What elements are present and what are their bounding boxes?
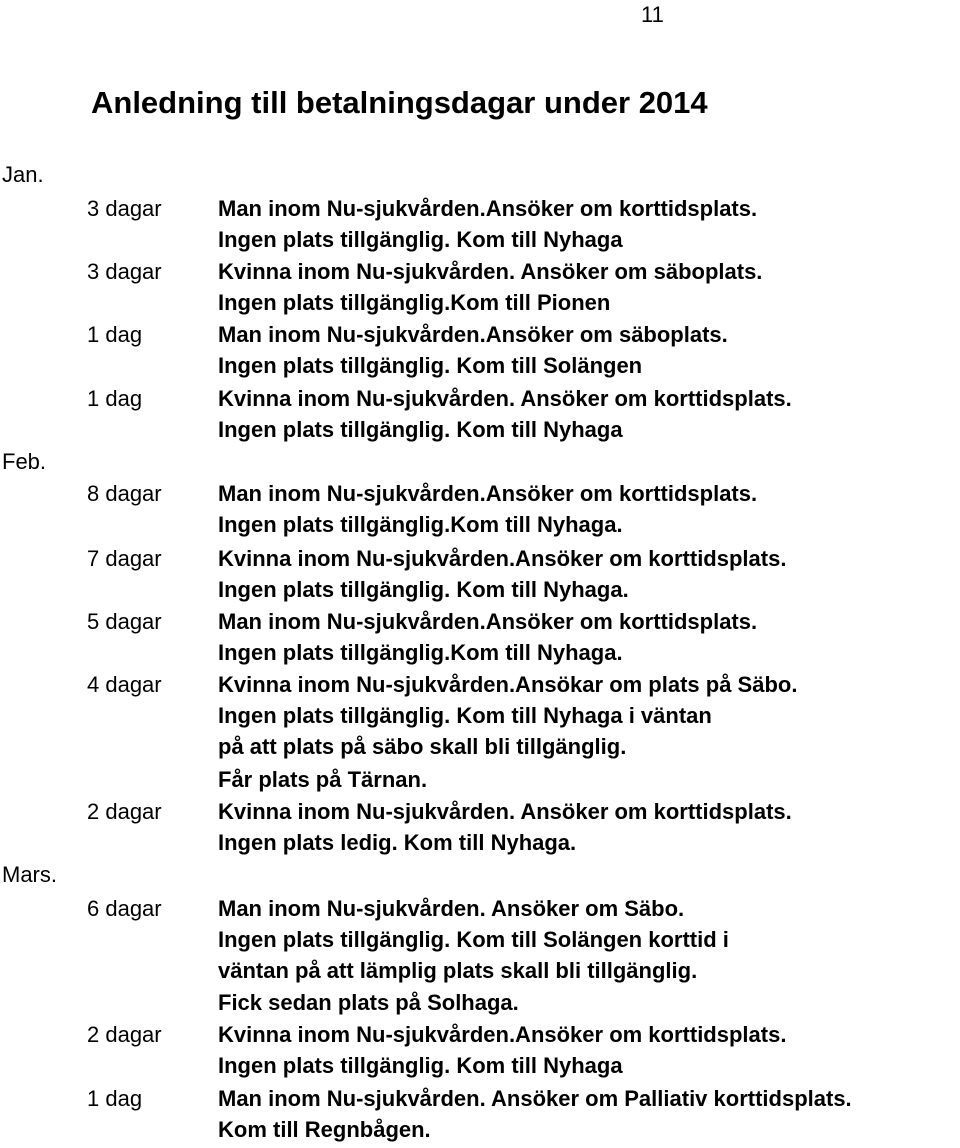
page-number: 11	[641, 2, 664, 27]
entry-text: Kvinna inom Nu-sjukvården.Ansökar om plats på Säbo.	[218, 672, 798, 697]
month-label-feb: Feb.	[2, 449, 47, 474]
entry-text: väntan på att lämplig plats skall bli tillgänglig.	[218, 958, 698, 983]
entry-text: Får plats på Tärnan.	[218, 767, 428, 792]
entry-text: Ingen plats tillgänglig.Kom till Nyhaga.	[218, 640, 623, 665]
entry-days: 7 dagar	[87, 546, 162, 571]
entry-days: 2 dagar	[87, 1022, 162, 1047]
entry-text: Ingen plats tillgänglig.Kom till Nyhaga.	[218, 512, 623, 537]
entry-text: på att plats på säbo skall bli tillgänglig.	[218, 734, 627, 759]
entry-days: 3 dagar	[87, 196, 162, 221]
entry-days: 3 dagar	[87, 259, 162, 284]
entry-text: Ingen plats tillgänglig. Kom till Nyhaga i väntan	[218, 703, 712, 728]
entry-text: Kom till Regnbågen.	[218, 1117, 431, 1142]
entry-text: Fick sedan plats på Solhaga.	[218, 990, 519, 1015]
entry-text: Man inom Nu-sjukvården.Ansöker om korttidsplats.	[218, 481, 758, 506]
entry-text: Ingen plats tillgänglig. Kom till Nyhaga	[218, 417, 623, 442]
entry-text: Man inom Nu-sjukvården. Ansöker om Palliativ korttidsplats.	[218, 1086, 852, 1111]
entry-text: Kvinna inom Nu-sjukvården.Ansöker om korttidsplats.	[218, 1022, 787, 1047]
entry-text: Ingen plats tillgänglig. Kom till Nyhaga	[218, 227, 623, 252]
entry-days: 2 dagar	[87, 799, 162, 824]
entry-text: Kvinna inom Nu-sjukvården. Ansöker om säboplats.	[218, 259, 763, 284]
entry-days: 8 dagar	[87, 481, 162, 506]
entry-text: Ingen plats tillgänglig. Kom till Solängen	[218, 353, 643, 378]
entry-text: Ingen plats tillgänglig.Kom till Pionen	[218, 290, 611, 315]
entry-text: Man inom Nu-sjukvården.Ansöker om säboplats.	[218, 322, 728, 347]
document-title: Anledning till betalningsdagar under 2014	[91, 85, 708, 120]
entry-text: Man inom Nu-sjukvården.Ansöker om korttidsplats.	[218, 609, 758, 634]
entry-text: Ingen plats tillgänglig. Kom till Nyhaga	[218, 1053, 623, 1078]
entry-days: 1 dag	[87, 1086, 143, 1111]
month-label-jan: Jan.	[2, 162, 44, 187]
entry-text: Ingen plats tillgänglig. Kom till Solängen korttid i	[218, 927, 729, 952]
entry-text: Ingen plats tillgänglig. Kom till Nyhaga.	[218, 577, 629, 602]
entry-text: Ingen plats ledig. Kom till Nyhaga.	[218, 830, 577, 855]
entry-text: Man inom Nu-sjukvården.Ansöker om korttidsplats.	[218, 196, 758, 221]
entry-days: 6 dagar	[87, 896, 162, 921]
month-label-mars: Mars.	[2, 862, 57, 887]
entry-text: Kvinna inom Nu-sjukvården. Ansöker om korttidsplats.	[218, 799, 792, 824]
entry-text: Kvinna inom Nu-sjukvården. Ansöker om korttidsplats.	[218, 386, 792, 411]
entry-days: 4 dagar	[87, 672, 162, 697]
entry-days: 1 dag	[87, 322, 143, 347]
entry-text: Kvinna inom Nu-sjukvården.Ansöker om korttidsplats.	[218, 546, 787, 571]
entry-days: 1 dag	[87, 386, 143, 411]
entry-days: 5 dagar	[87, 609, 162, 634]
entry-text: Man inom Nu-sjukvården. Ansöker om Säbo.	[218, 896, 685, 921]
